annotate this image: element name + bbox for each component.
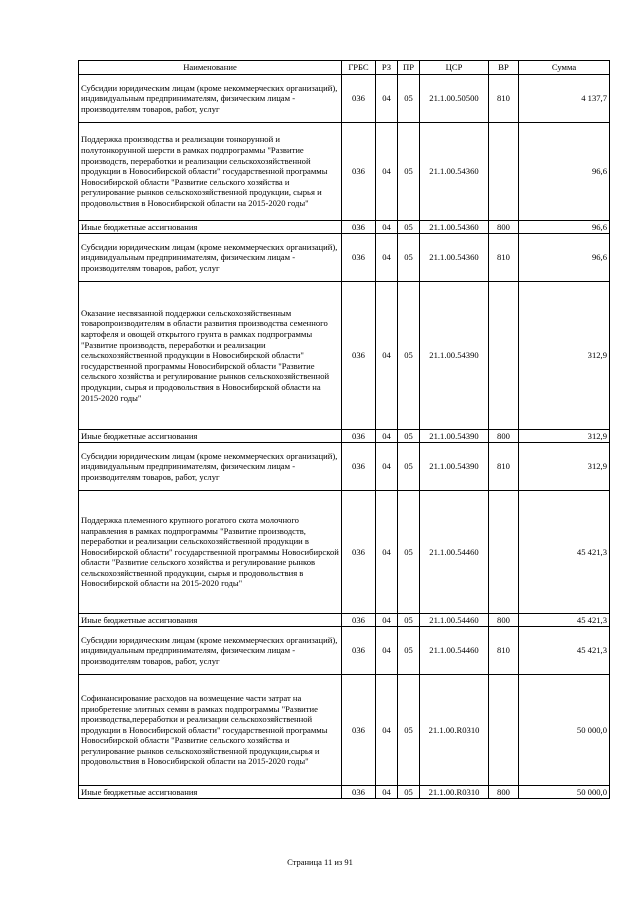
row-grbs: 036 — [342, 123, 376, 221]
row-vr: 800 — [489, 786, 519, 799]
header-rz: РЗ — [376, 61, 398, 75]
row-grbs: 036 — [342, 234, 376, 282]
page-number: Страница 11 из 91 — [287, 857, 353, 867]
header-vr: ВР — [489, 61, 519, 75]
row-rz: 04 — [376, 221, 398, 234]
row-vr: 810 — [489, 75, 519, 123]
row-csr: 21.1.00.50500 — [420, 75, 489, 123]
row-grbs: 036 — [342, 443, 376, 491]
row-csr: 21.1.00.54360 — [420, 221, 489, 234]
row-sum: 4 137,7 — [519, 75, 610, 123]
row-pr: 05 — [398, 282, 420, 430]
row-csr: 21.1.00.54390 — [420, 282, 489, 430]
row-sum: 96,6 — [519, 221, 610, 234]
budget-table — [78, 60, 610, 799]
row-vr: 800 — [489, 221, 519, 234]
row-csr: 21.1.00.54360 — [420, 234, 489, 282]
row-name: Иные бюджетные ассигнования — [79, 221, 342, 234]
row-rz: 04 — [376, 282, 398, 430]
row-csr: 21.1.00.R0310 — [420, 786, 489, 799]
header-grbs: ГРБС — [342, 61, 376, 75]
row-sum: 45 421,3 — [519, 614, 610, 627]
row-pr: 05 — [398, 75, 420, 123]
row-rz: 04 — [376, 786, 398, 799]
row-sum: 312,9 — [519, 282, 610, 430]
table-row — [79, 614, 610, 627]
row-pr: 05 — [398, 786, 420, 799]
row-vr — [489, 123, 519, 221]
row-rz: 04 — [376, 443, 398, 491]
row-name: Субсидии юридическим лицам (кроме некоммерческих организаций), индивидуальным предпринимателям, физическим лицам - производителям товаров, работ, услуг — [79, 75, 342, 123]
row-rz: 04 — [376, 430, 398, 443]
row-grbs: 036 — [342, 221, 376, 234]
row-grbs: 036 — [342, 75, 376, 123]
row-name: Субсидии юридическим лицам (кроме некоммерческих организаций), индивидуальным предпринимателям, физическим лицам - производителям товаров, работ, услуг — [79, 627, 342, 675]
row-rz: 04 — [376, 123, 398, 221]
table-row — [79, 221, 610, 234]
table-row — [79, 282, 610, 430]
row-pr: 05 — [398, 123, 420, 221]
row-pr: 05 — [398, 234, 420, 282]
row-grbs: 036 — [342, 675, 376, 786]
row-vr — [489, 491, 519, 614]
row-rz: 04 — [376, 491, 398, 614]
table-header-row — [79, 61, 610, 75]
row-grbs: 036 — [342, 627, 376, 675]
row-name: Иные бюджетные ассигнования — [79, 786, 342, 799]
table-row — [79, 786, 610, 799]
row-sum: 50 000,0 — [519, 786, 610, 799]
row-name: Поддержка производства и реализации тонкорунной и полутонкорунной шерсти в рамках подпрограммы "Развитие производств, переработки и реализации сельскохозяйственной продукции в Новосибирской области" государственной программы Новосибирской области "Развитие сельского хозяйства и регулирование рынков сельскохозяйственной продукции, сырья и продовольствия в Новосибирской области на 2015-2020 годы" — [79, 123, 342, 221]
row-pr: 05 — [398, 491, 420, 614]
table-row — [79, 430, 610, 443]
row-rz: 04 — [376, 675, 398, 786]
table-body — [79, 75, 610, 799]
row-name: Софинансирование расходов на возмещение части затрат на приобретение элитных семян в рамках подпрограммы "Развитие производства,переработки и реализации сельскохозяйственной продукции в Новосибирской области" государственной программы Новосибирской области "Развитие сельского хозяйства и регулирование рынков сельскохозяйственной продукции,сырья и продовольствия в Новосибирской области на 2015-2020 годы" — [79, 675, 342, 786]
row-rz: 04 — [376, 614, 398, 627]
row-pr: 05 — [398, 627, 420, 675]
table-row — [79, 123, 610, 221]
row-csr: 21.1.00.54360 — [420, 123, 489, 221]
row-grbs: 036 — [342, 430, 376, 443]
row-csr: 21.1.00.54460 — [420, 627, 489, 675]
header-sum: Сумма — [519, 61, 610, 75]
row-grbs: 036 — [342, 491, 376, 614]
row-csr: 21.1.00.54460 — [420, 614, 489, 627]
row-sum: 45 421,3 — [519, 491, 610, 614]
row-name: Поддержка племенного крупного рогатого скота молочного направления в рамках подпрограммы "Развитие производств, переработки и реализации сельскохозяйственной продукции в Новосибирской области" государственной программы Новосибирской области "Развитие сельского хозяйства и регулирование рынков сельскохозяйственной продукции, сырья и продовольствия в Новосибирской области на 2015-2020 годы" — [79, 491, 342, 614]
row-vr: 810 — [489, 234, 519, 282]
row-grbs: 036 — [342, 614, 376, 627]
row-vr — [489, 282, 519, 430]
header-pr: ПР — [398, 61, 420, 75]
row-vr: 800 — [489, 614, 519, 627]
table-row — [79, 627, 610, 675]
row-grbs: 036 — [342, 282, 376, 430]
row-pr: 05 — [398, 443, 420, 491]
row-pr: 05 — [398, 614, 420, 627]
row-csr: 21.1.00.54390 — [420, 430, 489, 443]
row-sum: 96,6 — [519, 123, 610, 221]
row-sum: 45 421,3 — [519, 627, 610, 675]
row-name: Иные бюджетные ассигнования — [79, 614, 342, 627]
row-rz: 04 — [376, 75, 398, 123]
table-row — [79, 234, 610, 282]
row-pr: 05 — [398, 221, 420, 234]
table-row — [79, 675, 610, 786]
table-row — [79, 75, 610, 123]
row-sum: 312,9 — [519, 430, 610, 443]
row-csr: 21.1.00.R0310 — [420, 675, 489, 786]
header-csr: ЦСР — [420, 61, 489, 75]
row-sum: 312,9 — [519, 443, 610, 491]
row-name: Субсидии юридическим лицам (кроме некоммерческих организаций), индивидуальным предпринимателям, физическим лицам - производителям товаров, работ, услуг — [79, 234, 342, 282]
row-pr: 05 — [398, 430, 420, 443]
table-row — [79, 491, 610, 614]
row-sum: 50 000,0 — [519, 675, 610, 786]
row-name: Субсидии юридическим лицам (кроме некоммерческих организаций), индивидуальным предпринимателям, физическим лицам - производителям товаров, работ, услуг — [79, 443, 342, 491]
row-csr: 21.1.00.54460 — [420, 491, 489, 614]
row-name: Оказание несвязанной поддержки сельскохозяйственным товаропроизводителям в области развития производства семенного картофеля и овощей открытого грунта в рамках подпрограммы "Развитие производств, переработки и реализации сельскохозяйственной продукции в Новосибирской области" государственной программы Новосибирской области "Развитие сельского хозяйства и регулирование рынков сельскохозяйственной продукции, сырья и продовольствия в Новосибирской области на 2015-2020 годы" — [79, 282, 342, 430]
row-csr: 21.1.00.54390 — [420, 443, 489, 491]
row-rz: 04 — [376, 234, 398, 282]
row-vr — [489, 675, 519, 786]
row-pr: 05 — [398, 675, 420, 786]
row-vr: 800 — [489, 430, 519, 443]
row-rz: 04 — [376, 627, 398, 675]
row-sum: 96,6 — [519, 234, 610, 282]
row-vr: 810 — [489, 443, 519, 491]
table-row — [79, 443, 610, 491]
row-grbs: 036 — [342, 786, 376, 799]
header-name: Наименование — [79, 61, 342, 75]
row-name: Иные бюджетные ассигнования — [79, 430, 342, 443]
row-vr: 810 — [489, 627, 519, 675]
